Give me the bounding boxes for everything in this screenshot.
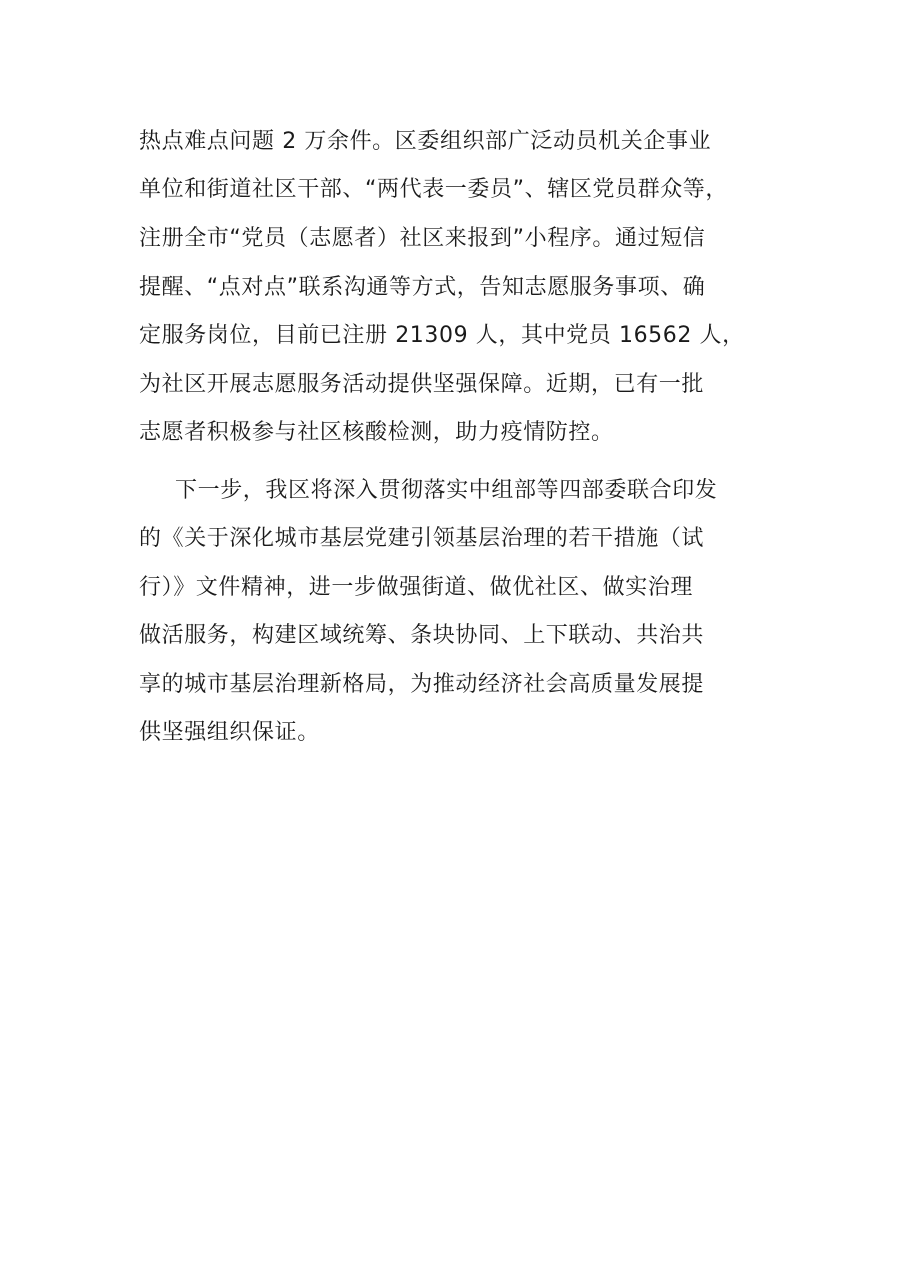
text-line: 单位和街道社区干部、“两代表一委员”、辖区党员群众等， xyxy=(139,177,728,202)
text-line: 注册全市“党员（志愿者）社区来报到”小程序。通过短信 xyxy=(139,226,706,251)
text-line: 定服务岗位，目前已注册 21309 人，其中党员 16562 人， xyxy=(139,323,745,348)
text-line: 做活服务，构建区域统筹、条块协同、上下联动、共治共 xyxy=(139,623,705,648)
text-line: 下一步，我区将深入贯彻落实中组部等四部委联合印发 xyxy=(175,478,718,503)
text-line: 享的城市基层治理新格局，为推动经济社会高质量发展提 xyxy=(139,672,705,697)
text-line: 热点难点问题 2 万余件。区委组织部广泛动员机关企事业 xyxy=(139,129,712,154)
text-line: 供坚强组织保证。 xyxy=(139,720,320,745)
text-line: 为社区开展志愿服务活动提供坚强保障。近期，已有一批 xyxy=(139,372,705,397)
text-line: 志愿者积极参与社区核酸检测，助力疫情防控。 xyxy=(139,420,614,445)
text-line: 行）》文件精神，进一步做强街道、做优社区、做实治理 xyxy=(139,575,694,600)
text-line: 提醒、“点对点”联系沟通等方式，告知志愿服务事项、确 xyxy=(139,275,706,300)
text-line: 的《关于深化城市基层党建引领基层治理的若干措施（试 xyxy=(139,526,705,551)
